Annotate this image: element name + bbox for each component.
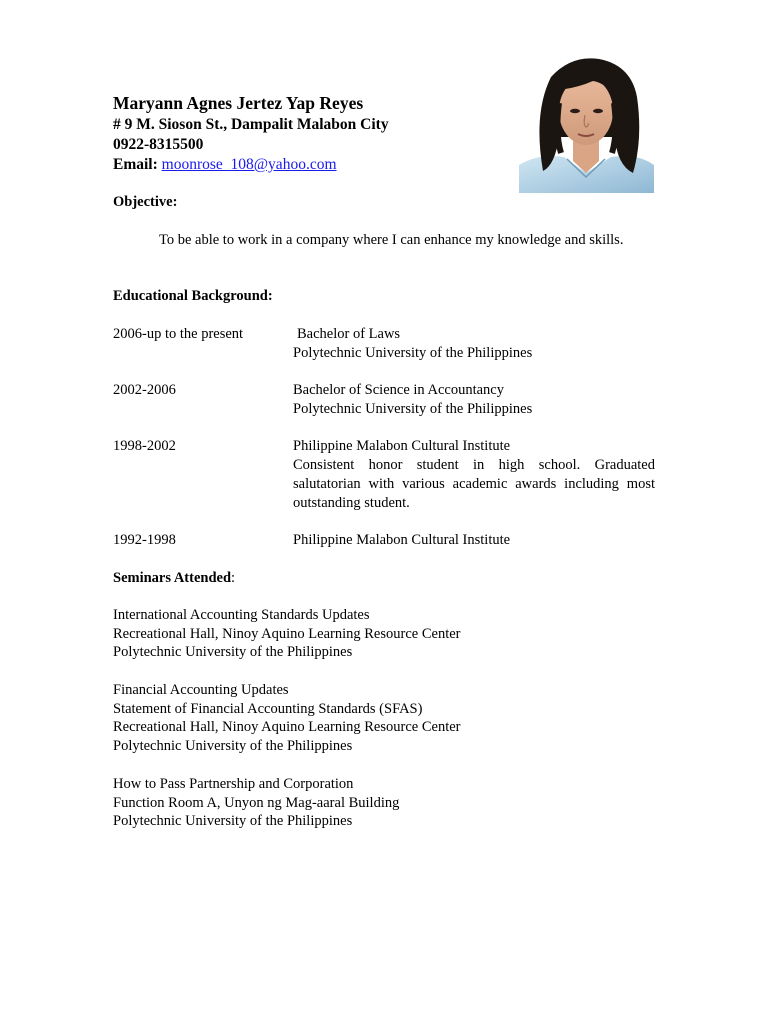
edu-entry (293, 437, 655, 513)
edu-years: 1992-1998 (113, 532, 176, 548)
edu-school: Polytechnic University of the Philippines (293, 345, 533, 361)
education-heading: Educational Background: (113, 288, 273, 304)
edu-entry (293, 325, 655, 363)
edu-entry (293, 531, 655, 550)
objective-heading: Objective: (113, 194, 178, 210)
edu-degree: Bachelor of Laws (297, 326, 401, 342)
edu-degree: Philippine Malabon Cultural Institute (293, 532, 511, 548)
seminar-venue: Recreational Hall, Ninoy Aquino Learning Resource Center (113, 719, 461, 736)
applicant-name: Maryann Agnes Jertez Yap Reyes (113, 93, 364, 113)
email-label: Email: (113, 156, 158, 173)
edu-years: 1998-2002 (113, 438, 176, 454)
seminar-item (113, 681, 673, 756)
address: # 9 M. Sioson St., Dampalit Malabon City (113, 116, 389, 133)
edu-school: Polytechnic University of the Philippines (293, 401, 533, 417)
seminar-org: Polytechnic University of the Philippines (113, 738, 353, 755)
seminar-item (113, 775, 673, 831)
edu-description: Consistent honor student in high school. Graduated salutatorian with various academic awards including most outstanding student. (293, 457, 655, 511)
edu-years: 2002-2006 (113, 382, 176, 398)
phone-number: 0922-8315500 (113, 136, 204, 153)
edu-degree: Philippine Malabon Cultural Institute (293, 438, 511, 454)
seminar-org: Polytechnic University of the Philippines (113, 813, 353, 830)
email-line (113, 155, 513, 175)
contact-header (113, 92, 513, 175)
seminar-item (113, 606, 673, 662)
seminar-org: Polytechnic University of the Philippines (113, 644, 353, 661)
seminar-subtitle: Statement of Financial Accounting Standards (SFAS) (113, 700, 423, 717)
edu-years: 2006-up to the present (113, 326, 244, 342)
seminar-venue: Recreational Hall, Ninoy Aquino Learning Resource Center (113, 625, 461, 642)
edu-degree: Bachelor of Science in Accountancy (293, 382, 504, 398)
edu-entry (293, 381, 655, 419)
seminars-heading (113, 569, 235, 588)
applicant-photo (519, 53, 654, 193)
seminars-colon: : (231, 570, 236, 586)
objective-text: To be able to work in a company where I can enhance my knowledge and skills. (159, 232, 624, 248)
seminar-title: International Accounting Standards Updates (113, 607, 370, 623)
email-link[interactable]: moonrose_108@yahoo.com (161, 156, 337, 173)
seminar-title: How to Pass Partnership and Corporation (113, 776, 354, 792)
seminars-title: Seminars Attended (113, 570, 232, 586)
seminar-title: Financial Accounting Updates (113, 682, 289, 698)
seminar-venue: Function Room A, Unyon ng Mag-aaral Building (113, 794, 400, 811)
